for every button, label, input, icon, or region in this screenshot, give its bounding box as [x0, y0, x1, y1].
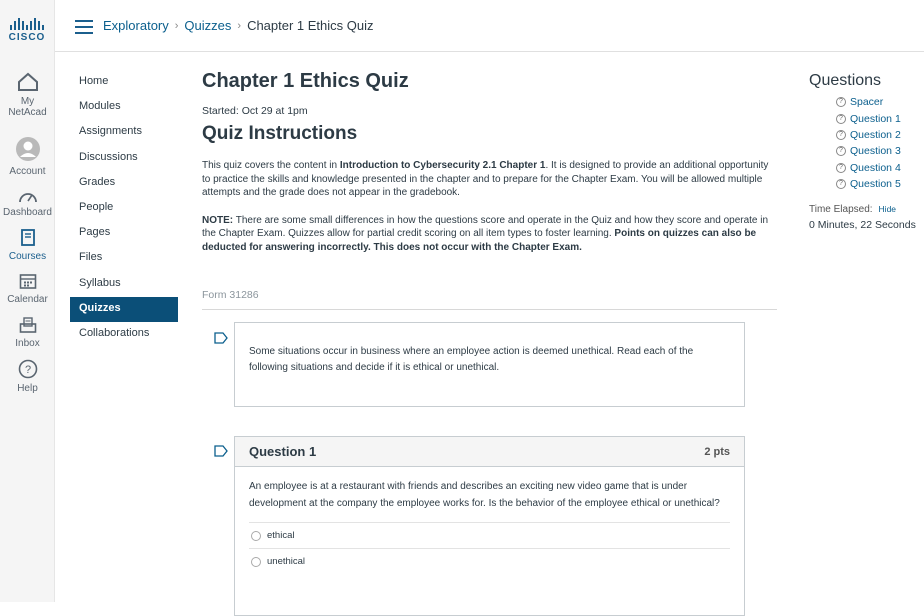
flag-question-icon[interactable]	[214, 445, 228, 457]
nav-label: Inbox	[15, 338, 40, 349]
answer-label: ethical	[267, 530, 295, 541]
cisco-logo[interactable]	[6, 18, 48, 43]
course-nav-syllabus[interactable]: Syllabus	[79, 276, 121, 289]
nav-label: NetAcad	[8, 107, 47, 118]
question-mark-icon: ?	[836, 179, 846, 189]
page-title: Chapter 1 Ethics Quiz	[202, 70, 409, 92]
question-link-label[interactable]: Question 5	[850, 178, 901, 191]
help-icon	[18, 359, 38, 379]
spacer-text: Some situations occur in business where an employee action is deemed unethical. Read each of the following situations and decide if it is ethical or unethical.	[249, 346, 694, 373]
inbox-icon	[19, 316, 37, 334]
global-nav-calendar[interactable]	[0, 272, 55, 305]
nav-label: Calendar	[7, 294, 48, 305]
radio-button[interactable]	[251, 531, 261, 541]
answer-option[interactable]	[249, 522, 730, 548]
form-id: Form 31286	[202, 289, 777, 310]
answer-label: unethical	[267, 556, 306, 567]
question-name: Question 1	[249, 444, 317, 459]
course-nav-grades[interactable]: Grades	[79, 175, 116, 188]
hamburger-menu-icon[interactable]	[75, 20, 93, 34]
quiz-content	[202, 70, 777, 310]
question-link-label[interactable]: Question 3	[850, 145, 901, 158]
global-nav-courses[interactable]	[0, 229, 55, 262]
nav-label: Account	[9, 166, 46, 177]
breadcrumb-quizzes[interactable]: Quizzes	[184, 18, 232, 33]
breadcrumb-course[interactable]: Exploratory	[103, 18, 169, 33]
question-link-1[interactable]	[836, 110, 924, 126]
question-link-3[interactable]	[836, 143, 924, 159]
question-points: 2 pts	[704, 445, 730, 458]
global-nav-help[interactable]	[0, 359, 55, 394]
question-links	[809, 94, 924, 192]
svg-text:?: ?	[24, 364, 31, 376]
hide-timer-link[interactable]: Hide	[878, 204, 897, 215]
question-link-label[interactable]: Question 2	[850, 128, 901, 141]
question-link-2[interactable]	[836, 127, 924, 143]
nav-label: Courses	[8, 251, 47, 262]
chevron-right-icon: ›	[237, 19, 242, 32]
chevron-right-icon: ›	[174, 19, 179, 32]
question-link-spacer[interactable]	[836, 94, 924, 110]
global-nav	[0, 0, 55, 602]
course-nav-home[interactable]: Home	[79, 75, 109, 87]
questions-heading: Questions	[809, 72, 882, 89]
course-nav-discussions[interactable]: Discussions	[79, 150, 138, 163]
page-header	[55, 0, 924, 52]
question-text: An employee is at a restaurant with friends and describes an exciting new video game that is under development at the company the employee works for. Is the behavior of the employee ethical or unethical?	[249, 481, 720, 509]
question-link-5[interactable]	[836, 176, 924, 192]
course-nav-pages[interactable]: Pages	[79, 226, 111, 239]
global-nav-account[interactable]	[0, 136, 55, 177]
global-nav-dashboard[interactable]	[0, 189, 55, 218]
question-1-box	[234, 436, 745, 616]
question-link-label[interactable]: Question 4	[850, 161, 901, 174]
question-mark-icon: ?	[836, 130, 846, 140]
course-nav-modules[interactable]: Modules	[79, 100, 121, 113]
spacer-box	[234, 322, 745, 407]
course-nav-quizzes[interactable]: Quizzes	[70, 297, 178, 322]
question-link-label[interactable]: Spacer	[850, 96, 884, 109]
question-mark-icon: ?	[836, 114, 846, 124]
time-elapsed-value: 0 Minutes, 22 Seconds	[809, 219, 916, 232]
instructions-heading: Quiz Instructions	[202, 123, 358, 144]
course-nav-people[interactable]: People	[79, 200, 114, 213]
questions-panel	[809, 72, 924, 231]
nav-label: My	[20, 96, 35, 107]
course-nav-files[interactable]: Files	[79, 251, 103, 264]
time-elapsed	[809, 204, 924, 215]
global-nav-my-netacad[interactable]	[0, 72, 55, 118]
flag-question-icon[interactable]	[214, 332, 228, 344]
question-link-4[interactable]	[836, 160, 924, 176]
dashboard-icon	[18, 189, 38, 203]
course-nav-collaborations[interactable]: Collaborations	[79, 326, 150, 339]
nav-label: Help	[17, 383, 38, 394]
global-nav-inbox[interactable]	[0, 316, 55, 349]
avatar-icon	[15, 136, 41, 162]
nav-label: Dashboard	[3, 207, 52, 218]
course-nav	[70, 70, 178, 347]
book-icon	[20, 229, 36, 247]
course-nav-assignments[interactable]: Assignments	[79, 125, 142, 138]
radio-button[interactable]	[251, 557, 261, 567]
breadcrumb-current: Chapter 1 Ethics Quiz	[247, 18, 374, 33]
home-icon	[17, 72, 39, 92]
question-link-label[interactable]: Question 1	[850, 112, 901, 125]
instructions-paragraph-2: NOTE: There are some small differences in how the questions score and operate in the Quiz and how they score and operate in the Chapter Exam. Quizzes allow for partial credit scoring on all item types to foster learning. Points on quizzes can also be deducted for answering incorrectly. This does not occur with the Chapter Exam.	[202, 214, 769, 253]
breadcrumb	[103, 18, 374, 33]
time-elapsed-label: Time Elapsed:	[809, 204, 873, 216]
answer-option[interactable]	[249, 548, 730, 574]
calendar-icon	[19, 272, 37, 290]
question-mark-icon: ?	[836, 97, 846, 107]
started-text: Started: Oct 29 at 1pm	[202, 105, 308, 117]
instructions-paragraph-1: This quiz covers the content in Introduction to Cybersecurity 2.1 Chapter 1. It is designed to provide an additional opportunity to practice the skills and knowledge presented in the chapter and to prepare for the Chapter Exam. You will be allowed multiple attempts and the grade does not appear in the gradebook.	[202, 160, 769, 199]
logo-text: CISCO	[8, 32, 46, 43]
question-mark-icon: ?	[836, 146, 846, 156]
question-header	[235, 437, 744, 467]
question-mark-icon: ?	[836, 163, 846, 173]
